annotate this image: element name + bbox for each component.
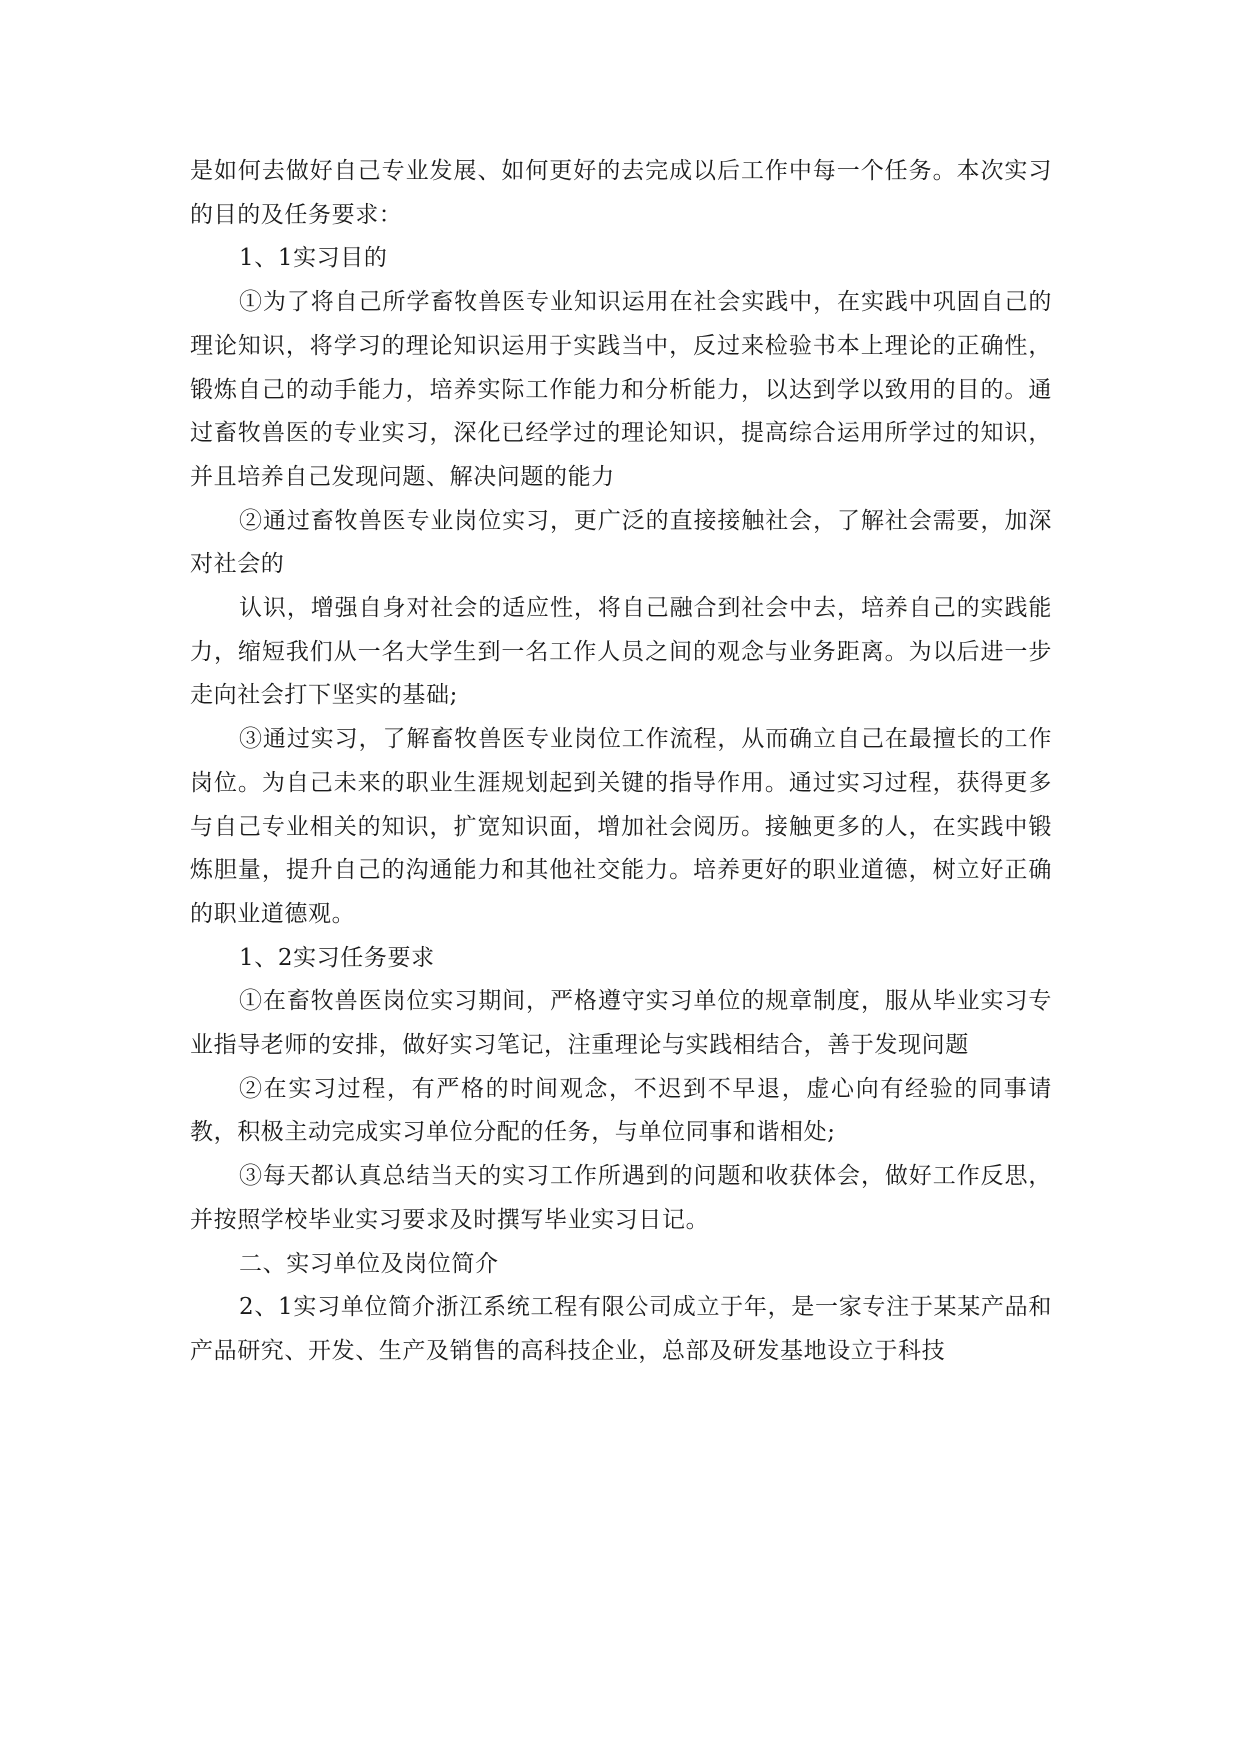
- paragraph-purpose-1: ①为了将自己所学畜牧兽医专业知识运用在社会实践中，在实践中巩固自己的理论知识，将学习的理论知识运用于实践当中，反过来检验书本上理论的正确性，锻炼自己的动手能力，培养实际工作能力和分析能力，以达到学以致用的目的。通过畜牧兽医的专业实习，深化已经学过的理论知识，提高综合运用所学过的知识，并且培养自己发现问题、解决问题的能力: [190, 289, 1052, 490]
- paragraph-purpose-2: ②通过畜牧兽医专业岗位实习，更广泛的直接接触社会，了解社会需要，加深对社会的: [190, 507, 1052, 578]
- paragraph-requirement-3: ③每天都认真总结当天的实习工作所遇到的问题和收获体会，做好工作反思，并按照学校毕业实习要求及时撰写毕业实习日记。: [190, 1163, 1052, 1233]
- section-heading-internship-purpose: 1、1实习目的: [239, 245, 388, 272]
- paragraph-unit-introduction: 2、1实习单位简介浙江系统工程有限公司成立于年，是一家专注于某某产品和产品研究、开发、生产及销售的高科技企业，总部及研发基地设立于科技: [190, 1294, 1052, 1364]
- paragraph-purpose-3: ③通过实习，了解畜牧兽医专业岗位工作流程，从而确立自己在最擅长的工作岗位。为自己未来的职业生涯规划起到关键的指导作用。通过实习过程，获得更多与自己专业相关的知识，扩宽知识面，增加社会阅历。接触更多的人，在实践中锻炼胆量，提升自己的沟通能力和其他社交能力。培养更好的职业道德，树立好正确的职业道德观。: [190, 726, 1052, 927]
- paragraph-purpose-2-continued: 认识，增强自身对社会的适应性，将自己融合到社会中去，培养自己的实践能力，缩短我们从一名大学生到一名工作人员之间的观念与业务距离。为以后进一步走向社会打下坚实的基础;: [190, 595, 1052, 709]
- paragraph-requirement-1: ①在畜牧兽医岗位实习期间，严格遵守实习单位的规章制度，服从毕业实习专业指导老师的安排，做好实习笔记，注重理论与实践相结合，善于发现问题: [190, 988, 1052, 1059]
- section-heading-task-requirements: 1、2实习任务要求: [239, 944, 435, 971]
- document-body: [190, 150, 1052, 1374]
- paragraph-requirement-2: ②在实习过程，有严格的时间观念，不迟到不早退，虚心向有经验的同事请教，积极主动完成实习单位分配的任务，与单位同事和谐相处;: [190, 1075, 1052, 1146]
- section-heading-unit-and-position: 二、实习单位及岗位简介: [239, 1250, 499, 1277]
- paragraph-intro-continuation: 是如何去做好自己专业发展、如何更好的去完成以后工作中每一个任务。本次实习的目的及任务要求：: [190, 158, 1052, 228]
